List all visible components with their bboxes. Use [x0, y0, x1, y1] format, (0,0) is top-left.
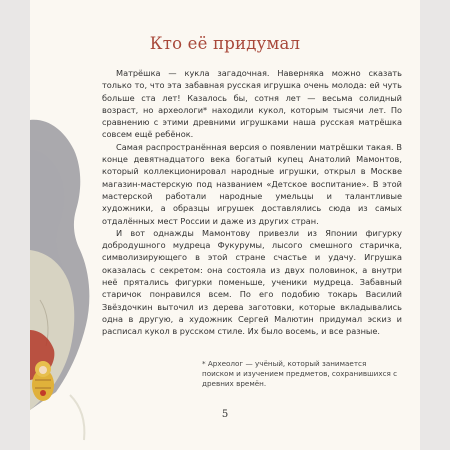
paragraph: И вот однажды Мамонтову привезли из Японии фигурку добродушного мудреца Фукурумы, лысого смешного старичка, символизирующего в этой стране счастье и удачу. Игрушка оказалась с секретом: она состояла из двух половинок, а внутри неё прятались фигурки поменьше, ученики мудреца. Забавный старичок понравился всем. По его подобию токарь Василий Звёздочкин выточил из дерева заготовки, которые вкладывались одна в другую, а художник Сергей Малютин придумал эскиз и расписал кукол в русском стиле. Их было восемь, и все разные. — [102, 227, 402, 337]
paragraph: Матрёшка — кукла загадочная. Наверняка можно сказать только то, что эта забавная русская игрушка очень молода: ей чуть больше ста лет! Казалось бы, сотня лет — весьма солидный возраст, но археологи* находили кукол, которым тысячи лет. По сравнению с этими древними игрушками наша русская матрёшка совсем ещё ребёнок. — [102, 68, 402, 140]
page-title: Кто её придумал — [149, 34, 301, 53]
matryoshka-illustration — [30, 0, 100, 450]
book-page — [30, 0, 420, 450]
page-number: 5 — [221, 409, 229, 420]
body-text — [102, 67, 402, 338]
footnote: * Археолог — учёный, который занимается поиском и изучением предметов, сохранившихся с древних времён. — [202, 359, 398, 388]
paragraph: Самая распространённая версия о появлении матрёшки такая. В конце девятнадцатого века богатый купец Анатолий Мамонтов, который коллекционировал народные игрушки, открыл в Москве магазин-мастерскую под названием «Детское воспитание». В этой мастерской работали народные умельцы и талантливые художники, а образцы игрушек доставлялись сюда из самых отдалённых мест России и даже из других стран. — [102, 141, 402, 226]
